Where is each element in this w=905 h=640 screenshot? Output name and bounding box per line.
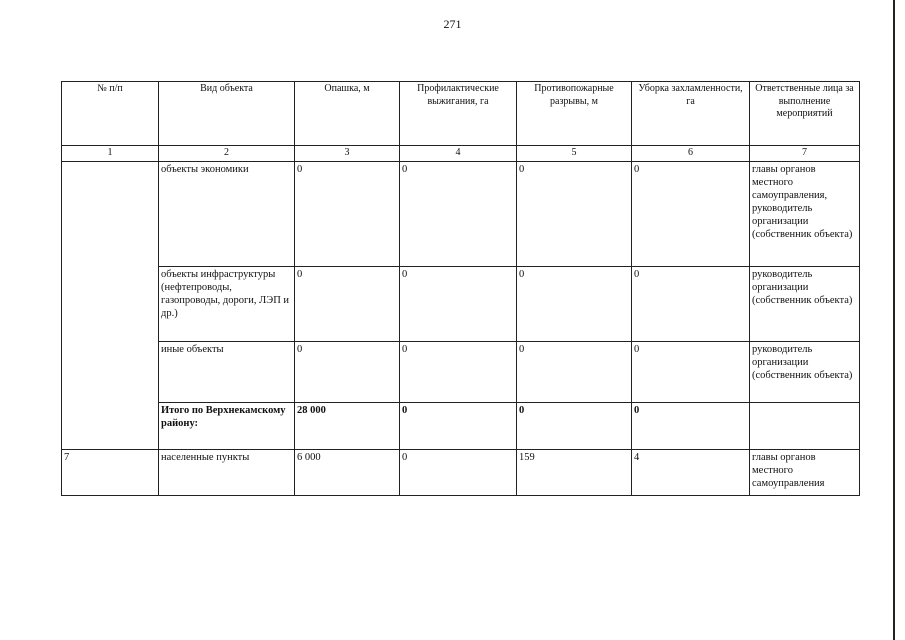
- measures-table: [61, 81, 860, 496]
- table-header-row: [62, 82, 860, 146]
- plowing-cell: 0: [295, 266, 400, 341]
- column-number: 6: [632, 146, 750, 162]
- total-plowing-cell: 28 000: [295, 402, 400, 449]
- column-number-row: [62, 146, 860, 162]
- total-responsible-cell: [750, 402, 860, 449]
- plowing-cell: 0: [295, 341, 400, 402]
- burning-cell: 0: [400, 266, 517, 341]
- responsible-cell: руководитель организации (собственник объекта): [750, 266, 860, 341]
- cleanup-cell: 0: [632, 341, 750, 402]
- column-number: 4: [400, 146, 517, 162]
- fire-breaks-cell: 159: [517, 449, 632, 495]
- total-row: [62, 402, 860, 449]
- page-edge-line: [893, 0, 895, 640]
- plowing-cell: 0: [295, 161, 400, 266]
- page-number: 271: [443, 17, 462, 31]
- object-type-cell: объекты экономики: [159, 161, 295, 266]
- object-type-cell: объекты инфраструктуры (нефтепроводы, газопроводы, дороги, ЛЭП и др.): [159, 266, 295, 341]
- column-number: 5: [517, 146, 632, 162]
- fire-breaks-cell: 0: [517, 341, 632, 402]
- header-controlled-burning: Профилактические выжигания, га: [400, 82, 517, 146]
- header-plowing: Опашка, м: [295, 82, 400, 146]
- fire-breaks-cell: 0: [517, 161, 632, 266]
- header-object-type: Вид объекта: [159, 82, 295, 146]
- row-number-cell: 7: [62, 449, 159, 495]
- object-type-cell: иные объекты: [159, 341, 295, 402]
- cleanup-cell: 0: [632, 161, 750, 266]
- column-number: 7: [750, 146, 860, 162]
- total-burning-cell: 0: [400, 402, 517, 449]
- responsible-cell: главы органов местного самоуправления, руководитель организации (собственник объекта): [750, 161, 860, 266]
- table-row: [62, 341, 860, 402]
- burning-cell: 0: [400, 161, 517, 266]
- plowing-cell: 6 000: [295, 449, 400, 495]
- table-row: [62, 161, 860, 266]
- object-type-cell: населенные пункты: [159, 449, 295, 495]
- column-number: 3: [295, 146, 400, 162]
- total-label-cell: Итого по Верхнекамскому району:: [159, 402, 295, 449]
- burning-cell: 0: [400, 449, 517, 495]
- total-fire-breaks-cell: 0: [517, 402, 632, 449]
- header-fire-breaks: Противопожарные разрывы, м: [517, 82, 632, 146]
- header-responsible: Ответственные лица за выполнение мероприятий: [750, 82, 860, 146]
- column-number: 1: [62, 146, 159, 162]
- column-number: 2: [159, 146, 295, 162]
- responsible-cell: руководитель организации (собственник объекта): [750, 341, 860, 402]
- fire-breaks-cell: 0: [517, 266, 632, 341]
- table-row: [62, 266, 860, 341]
- total-cleanup-cell: 0: [632, 402, 750, 449]
- row-number-cell: [62, 161, 159, 449]
- burning-cell: 0: [400, 341, 517, 402]
- cleanup-cell: 0: [632, 266, 750, 341]
- cleanup-cell: 4: [632, 449, 750, 495]
- table-row: [62, 449, 860, 495]
- responsible-cell: главы органов местного самоуправления: [750, 449, 860, 495]
- header-debris-cleanup: Уборка захламленности, га: [632, 82, 750, 146]
- header-number: № п/п: [62, 82, 159, 146]
